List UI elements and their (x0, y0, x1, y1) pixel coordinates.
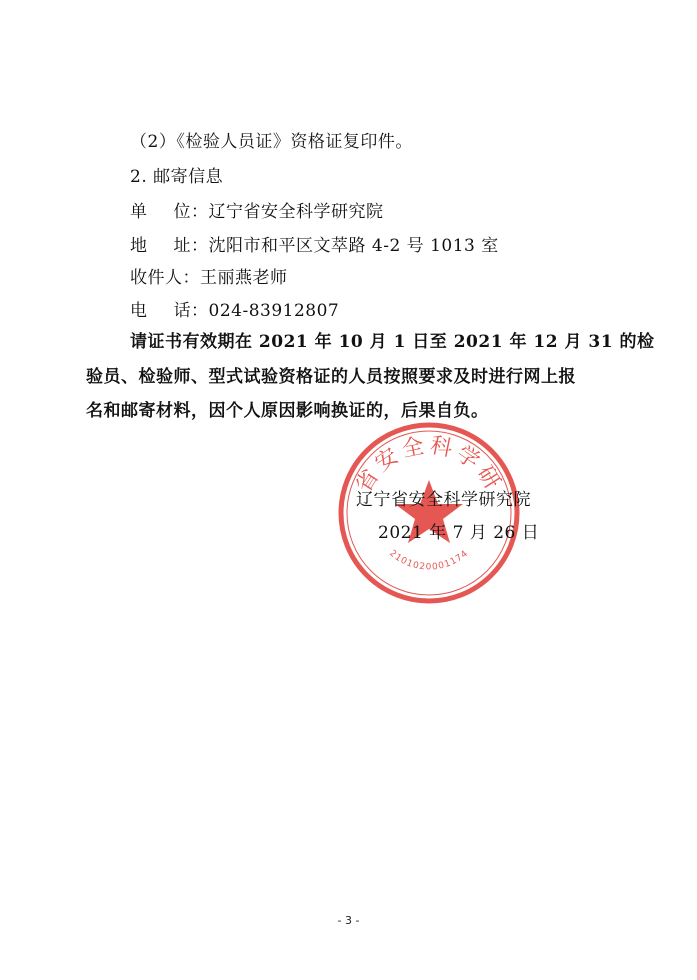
seal-top-text: 省安全科学研 (351, 433, 507, 498)
signature-org: 辽宁省安全科学研究院 (356, 490, 531, 510)
phone-label-char1: 电 (130, 301, 148, 321)
signature-date: 2021 年 7 月 26 日 (378, 523, 540, 543)
recipient-label: 收件人： (130, 268, 200, 288)
notice-line-1: 请证书有效期在 2021 年 10 月 1 日至 2021 年 12 月 31 的检 (130, 332, 655, 352)
item-2-copy-certificate: （2）《检验人员证》资格证复印件。 (130, 132, 413, 152)
address-value: 沈阳市和平区文萃路 4-2 号 1013 室 (208, 236, 499, 256)
unit-row (130, 201, 384, 223)
address-label-char2: 址： (173, 236, 209, 256)
notice-line-3: 名和邮寄材料，因个人原因影响换证的，后果自负。 (86, 401, 489, 421)
address-label-char1: 地 (130, 236, 148, 256)
notice-line-2: 验员、检验师、型式试验资格证的人员按照要求及时进行网上报 (86, 367, 576, 387)
phone-value: 024-83912807 (208, 301, 340, 321)
page-number: - 3 - (337, 914, 360, 927)
address-row (130, 235, 499, 257)
phone-row (130, 300, 339, 322)
unit-label-char1: 单 (130, 202, 148, 222)
recipient-value: 王丽燕老师 (200, 268, 288, 288)
phone-label-char2: 话： (173, 301, 209, 321)
seal-serial-text: 2101020001174 (387, 548, 471, 573)
recipient-row (130, 267, 288, 289)
section-2-mailing-info: 2. 邮寄信息 (130, 167, 224, 187)
official-seal (334, 418, 524, 608)
unit-label-char2: 位： (173, 202, 209, 222)
unit-value: 辽宁省安全科学研究院 (208, 202, 384, 222)
